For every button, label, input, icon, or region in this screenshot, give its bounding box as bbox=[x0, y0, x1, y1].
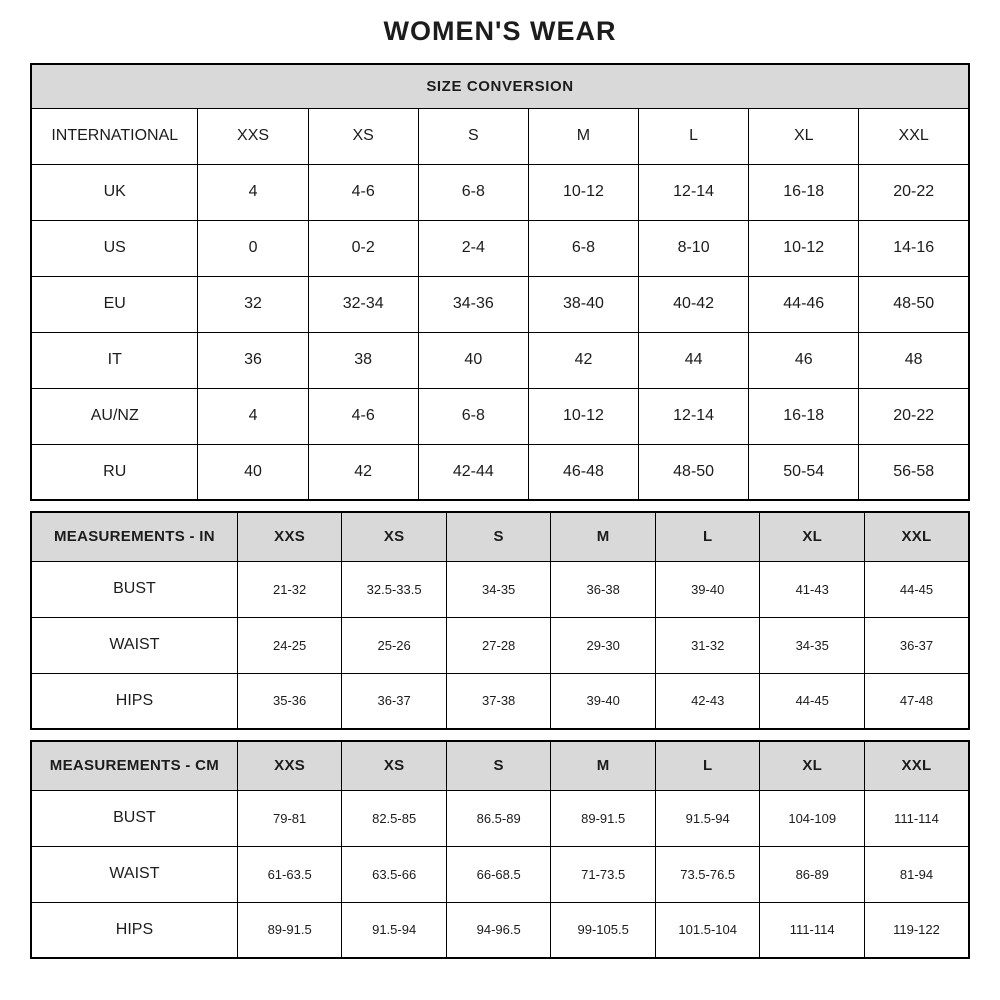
table-cell: L bbox=[639, 108, 749, 164]
table-cell: 10-12 bbox=[749, 220, 859, 276]
table-cell: 86.5-89 bbox=[446, 790, 551, 846]
table-cell: 4 bbox=[198, 388, 308, 444]
table-cell: 40 bbox=[418, 332, 528, 388]
table-row bbox=[31, 561, 969, 617]
table-row bbox=[31, 673, 969, 729]
size-conversion-body bbox=[31, 64, 969, 500]
column-header-row bbox=[31, 741, 969, 790]
page-title: WOMEN'S WEAR bbox=[383, 16, 617, 46]
table-cell: M bbox=[528, 108, 638, 164]
column-header: XXL bbox=[864, 512, 969, 561]
table-cell: 42-43 bbox=[655, 673, 760, 729]
table-cell: XL bbox=[749, 108, 859, 164]
table-cell: 40 bbox=[198, 444, 308, 500]
row-label: BUST bbox=[31, 790, 237, 846]
table-row bbox=[31, 444, 969, 500]
table-cell: 44-45 bbox=[864, 561, 969, 617]
table-cell: 25-26 bbox=[342, 617, 447, 673]
column-header: L bbox=[655, 741, 760, 790]
row-label: HIPS bbox=[31, 902, 237, 958]
table-cell: 61-63.5 bbox=[237, 846, 342, 902]
table-row bbox=[31, 902, 969, 958]
table-cell: XXS bbox=[198, 108, 308, 164]
row-label: UK bbox=[31, 164, 198, 220]
table-cell: 31-32 bbox=[655, 617, 760, 673]
row-label: BUST bbox=[31, 561, 237, 617]
table-cell: 111-114 bbox=[864, 790, 969, 846]
table-cell: 20-22 bbox=[859, 164, 969, 220]
row-label: HIPS bbox=[31, 673, 237, 729]
column-header: S bbox=[446, 741, 551, 790]
table-cell: 36-37 bbox=[342, 673, 447, 729]
column-header: XXL bbox=[864, 741, 969, 790]
row-label: AU/NZ bbox=[31, 388, 198, 444]
table-cell: 99-105.5 bbox=[551, 902, 656, 958]
column-header: S bbox=[446, 512, 551, 561]
row-label: INTERNATIONAL bbox=[31, 108, 198, 164]
table-cell: 104-109 bbox=[760, 790, 865, 846]
table-cell: 40-42 bbox=[639, 276, 749, 332]
table-banner-row bbox=[31, 64, 969, 108]
table-cell: 0 bbox=[198, 220, 308, 276]
table-cell: 89-91.5 bbox=[237, 902, 342, 958]
row-label: RU bbox=[31, 444, 198, 500]
table-row bbox=[31, 388, 969, 444]
table-cell: 66-68.5 bbox=[446, 846, 551, 902]
row-label: EU bbox=[31, 276, 198, 332]
column-header: M bbox=[551, 512, 656, 561]
row-label: WAIST bbox=[31, 846, 237, 902]
table-cell: 119-122 bbox=[864, 902, 969, 958]
table-cell: 38 bbox=[308, 332, 418, 388]
table-cell: 21-32 bbox=[237, 561, 342, 617]
table-cell: 44-45 bbox=[760, 673, 865, 729]
table-cell: 111-114 bbox=[760, 902, 865, 958]
measurements-in-body bbox=[31, 512, 969, 729]
table-cell: 91.5-94 bbox=[342, 902, 447, 958]
table-cell: 101.5-104 bbox=[655, 902, 760, 958]
table-cell: 6-8 bbox=[418, 388, 528, 444]
measurements-cm-table bbox=[30, 740, 970, 959]
table-cell: 16-18 bbox=[749, 388, 859, 444]
table-cell: XS bbox=[308, 108, 418, 164]
table-cell: 38-40 bbox=[528, 276, 638, 332]
row-label: IT bbox=[31, 332, 198, 388]
table-cell: 35-36 bbox=[237, 673, 342, 729]
table-cell: 8-10 bbox=[639, 220, 749, 276]
table-cell: 94-96.5 bbox=[446, 902, 551, 958]
table-cell: 14-16 bbox=[859, 220, 969, 276]
table-row bbox=[31, 220, 969, 276]
table-cell: 12-14 bbox=[639, 164, 749, 220]
table-cell: 48-50 bbox=[859, 276, 969, 332]
column-header: L bbox=[655, 512, 760, 561]
table-cell: 34-35 bbox=[446, 561, 551, 617]
measurements-in-table bbox=[30, 511, 970, 730]
table-row bbox=[31, 164, 969, 220]
size-conversion-table bbox=[30, 63, 970, 501]
table-row bbox=[31, 790, 969, 846]
row-label: WAIST bbox=[31, 617, 237, 673]
table-cell: 4-6 bbox=[308, 164, 418, 220]
table-row bbox=[31, 846, 969, 902]
table-cell: 86-89 bbox=[760, 846, 865, 902]
table-cell: 82.5-85 bbox=[342, 790, 447, 846]
table-cell: 36-37 bbox=[864, 617, 969, 673]
table-cell: 0-2 bbox=[308, 220, 418, 276]
column-header: XS bbox=[342, 741, 447, 790]
table-cell: 4-6 bbox=[308, 388, 418, 444]
table-cell: 12-14 bbox=[639, 388, 749, 444]
table-cell: 20-22 bbox=[859, 388, 969, 444]
table-cell: 41-43 bbox=[760, 561, 865, 617]
table-cell: 27-28 bbox=[446, 617, 551, 673]
column-header: MEASUREMENTS - IN bbox=[31, 512, 237, 561]
table-cell: 79-81 bbox=[237, 790, 342, 846]
table-cell: 47-48 bbox=[864, 673, 969, 729]
table-cell: 44 bbox=[639, 332, 749, 388]
table-row bbox=[31, 276, 969, 332]
table-cell: 32-34 bbox=[308, 276, 418, 332]
table-cell: 10-12 bbox=[528, 164, 638, 220]
table-cell: S bbox=[418, 108, 528, 164]
table-cell: 6-8 bbox=[528, 220, 638, 276]
table-cell: 42 bbox=[528, 332, 638, 388]
table-cell: 4 bbox=[198, 164, 308, 220]
table-cell: 46-48 bbox=[528, 444, 638, 500]
table-cell: 81-94 bbox=[864, 846, 969, 902]
table-cell: 29-30 bbox=[551, 617, 656, 673]
table-cell: 36-38 bbox=[551, 561, 656, 617]
column-header: XL bbox=[760, 741, 865, 790]
table-cell: 42-44 bbox=[418, 444, 528, 500]
table-cell: 39-40 bbox=[551, 673, 656, 729]
table-cell: 6-8 bbox=[418, 164, 528, 220]
column-header: XL bbox=[760, 512, 865, 561]
table-cell: 50-54 bbox=[749, 444, 859, 500]
column-header: XXS bbox=[237, 741, 342, 790]
table-cell: 37-38 bbox=[446, 673, 551, 729]
table-cell: 34-35 bbox=[760, 617, 865, 673]
table-cell: 39-40 bbox=[655, 561, 760, 617]
table-cell: 71-73.5 bbox=[551, 846, 656, 902]
table-cell: 24-25 bbox=[237, 617, 342, 673]
table-cell: 44-46 bbox=[749, 276, 859, 332]
table-row bbox=[31, 332, 969, 388]
table-cell: 34-36 bbox=[418, 276, 528, 332]
table-cell: 46 bbox=[749, 332, 859, 388]
table-cell: 32.5-33.5 bbox=[342, 561, 447, 617]
table-cell: 16-18 bbox=[749, 164, 859, 220]
table-cell: 63.5-66 bbox=[342, 846, 447, 902]
table-cell: 48 bbox=[859, 332, 969, 388]
column-header-row bbox=[31, 512, 969, 561]
column-header: XS bbox=[342, 512, 447, 561]
table-cell: 32 bbox=[198, 276, 308, 332]
table-cell: 56-58 bbox=[859, 444, 969, 500]
table-cell: 42 bbox=[308, 444, 418, 500]
table-cell: 73.5-76.5 bbox=[655, 846, 760, 902]
table-cell: 91.5-94 bbox=[655, 790, 760, 846]
column-header: M bbox=[551, 741, 656, 790]
table-row bbox=[31, 617, 969, 673]
measurements-cm-body bbox=[31, 741, 969, 958]
table-cell: 36 bbox=[198, 332, 308, 388]
table-row bbox=[31, 108, 969, 164]
size_conversion-banner: SIZE CONVERSION bbox=[31, 64, 969, 108]
column-header: XXS bbox=[237, 512, 342, 561]
table-cell: 10-12 bbox=[528, 388, 638, 444]
table-cell: 48-50 bbox=[639, 444, 749, 500]
column-header: MEASUREMENTS - CM bbox=[31, 741, 237, 790]
table-cell: XXL bbox=[859, 108, 969, 164]
table-cell: 2-4 bbox=[418, 220, 528, 276]
table-cell: 89-91.5 bbox=[551, 790, 656, 846]
row-label: US bbox=[31, 220, 198, 276]
